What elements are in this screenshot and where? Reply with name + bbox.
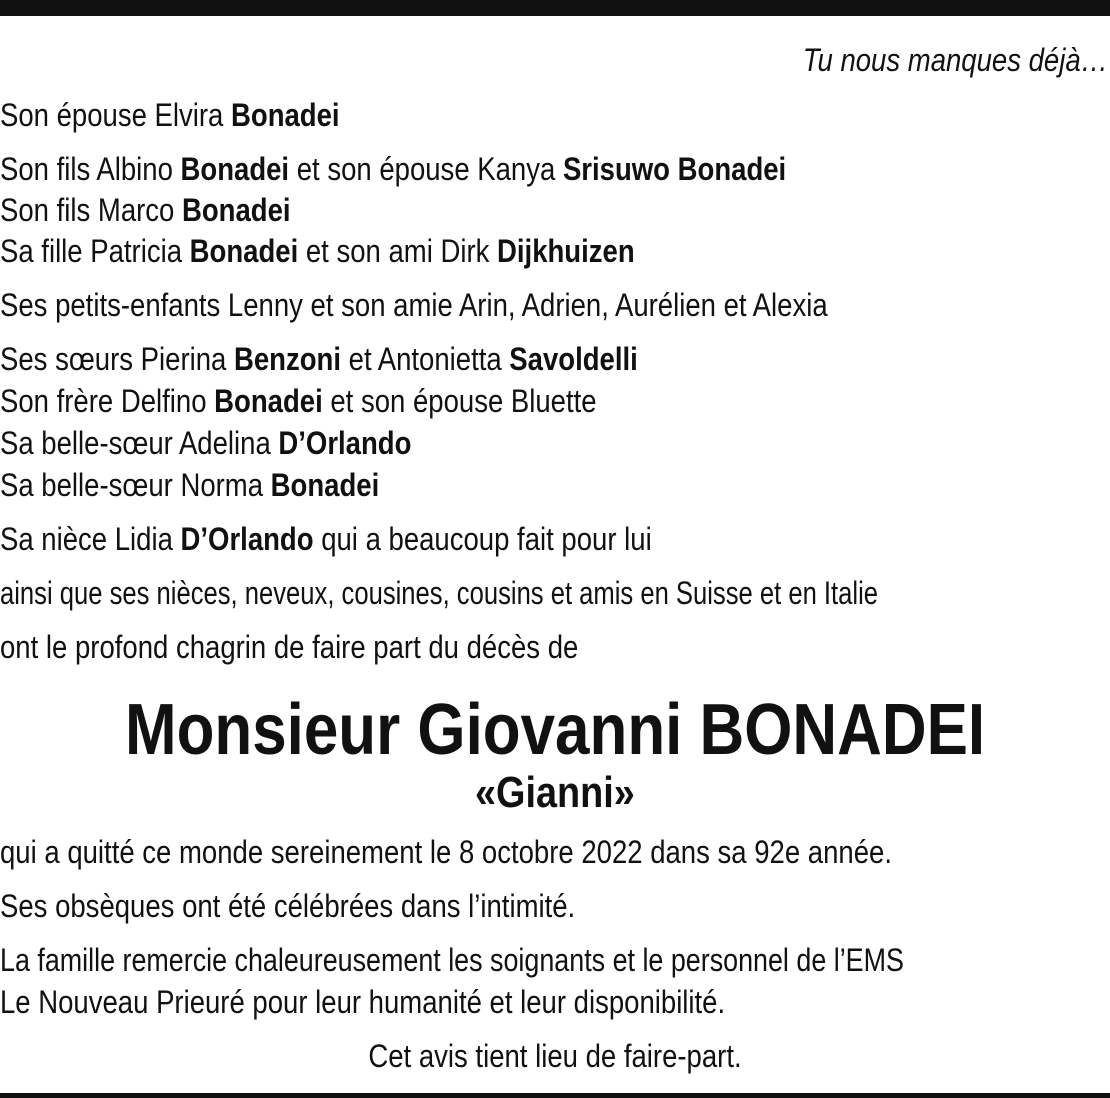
family-surname: Bonadei bbox=[189, 233, 299, 269]
family-line-text: Sa belle-sœur Norma bbox=[0, 467, 271, 503]
family-line bbox=[0, 285, 1110, 325]
family-surname: Srisuwo Bonadei bbox=[562, 151, 787, 187]
family-line-text: Ses sœurs Pierina bbox=[0, 341, 234, 377]
family-surname: D’Orlando bbox=[278, 425, 412, 461]
family-line bbox=[0, 465, 1110, 505]
family-line bbox=[0, 190, 1110, 230]
funeral-text: Ses obsèques ont été célébrées dans l’intimité. bbox=[0, 888, 576, 924]
funeral-line bbox=[0, 886, 1110, 926]
family-line bbox=[0, 381, 1110, 421]
family-line-text: Son frère Delfino bbox=[0, 383, 215, 419]
thanks-line bbox=[0, 982, 1110, 1022]
family-line-text: Ses petits-enfants Lenny et son amie Arin, Adrien, Aurélien et Alexia bbox=[0, 287, 828, 323]
family-line-text: Sa belle-sœur Adelina bbox=[0, 425, 279, 461]
relatives-line bbox=[0, 573, 1110, 613]
family-line bbox=[0, 231, 1110, 271]
family-line-text: Son épouse Elvira bbox=[0, 97, 232, 133]
family-surname: Bonadei bbox=[181, 192, 291, 228]
deceased-name-text: Monsieur Giovanni BONADEI bbox=[124, 690, 986, 770]
family-line-text: Son fils Albino bbox=[0, 151, 181, 187]
family-line-text: et son ami Dirk bbox=[298, 233, 498, 269]
closing-text: Cet avis tient lieu de faire-part. bbox=[368, 1038, 742, 1074]
death-text: qui a quitté ce monde sereinement le 8 octobre 2022 dans sa 92e année. bbox=[0, 834, 892, 870]
announcement-text: ont le profond chagrin de faire part du décès de bbox=[0, 629, 579, 665]
motto-text: Tu nous manques déjà… bbox=[802, 42, 1108, 78]
family-line-text: Son fils Marco bbox=[0, 192, 182, 228]
thanks-text: Le Nouveau Prieuré pour leur humanité et leur disponibilité. bbox=[0, 984, 726, 1020]
family-line-text: et Antonietta bbox=[341, 341, 510, 377]
family-line-text: Sa nièce Lidia bbox=[0, 521, 181, 557]
family-line bbox=[0, 519, 1110, 559]
deceased-nickname bbox=[0, 768, 1110, 818]
family-line-text: Sa fille Patricia bbox=[0, 233, 190, 269]
family-surname: Savoldelli bbox=[509, 341, 638, 377]
death-line bbox=[0, 832, 1110, 872]
family-line bbox=[0, 149, 1110, 189]
family-surname: D’Orlando bbox=[180, 521, 314, 557]
family-surname: Bonadei bbox=[270, 467, 380, 503]
family-surname: Bonadei bbox=[180, 151, 290, 187]
family-line bbox=[0, 423, 1110, 463]
deceased-nickname-text: «Gianni» bbox=[475, 768, 635, 817]
family-line bbox=[0, 95, 1110, 135]
family-line-text: et son épouse Kanya bbox=[289, 151, 563, 187]
family-surname: Bonadei bbox=[214, 383, 323, 419]
bottom-border-rule bbox=[0, 1093, 1110, 1098]
top-border-rule bbox=[0, 0, 1110, 16]
family-surname: Dijkhuizen bbox=[497, 233, 635, 269]
closing-line bbox=[0, 1036, 1110, 1076]
family-surname: Bonadei bbox=[231, 97, 340, 133]
family-line-text: et son épouse Bluette bbox=[322, 383, 597, 419]
thanks-text: La famille remercie chaleureusement les soignants et le personnel de l’EMS bbox=[0, 942, 904, 978]
announcement-line bbox=[0, 627, 1110, 667]
family-line bbox=[0, 339, 1110, 379]
motto bbox=[0, 40, 1110, 80]
relatives-text: ainsi que ses nièces, neveux, cousines, cousins et amis en Suisse et en Italie bbox=[0, 575, 878, 611]
thanks-line bbox=[0, 940, 1110, 980]
deceased-name bbox=[0, 690, 1110, 770]
family-line-text: qui a beaucoup fait pour lui bbox=[313, 521, 652, 557]
family-surname: Benzoni bbox=[233, 341, 342, 377]
